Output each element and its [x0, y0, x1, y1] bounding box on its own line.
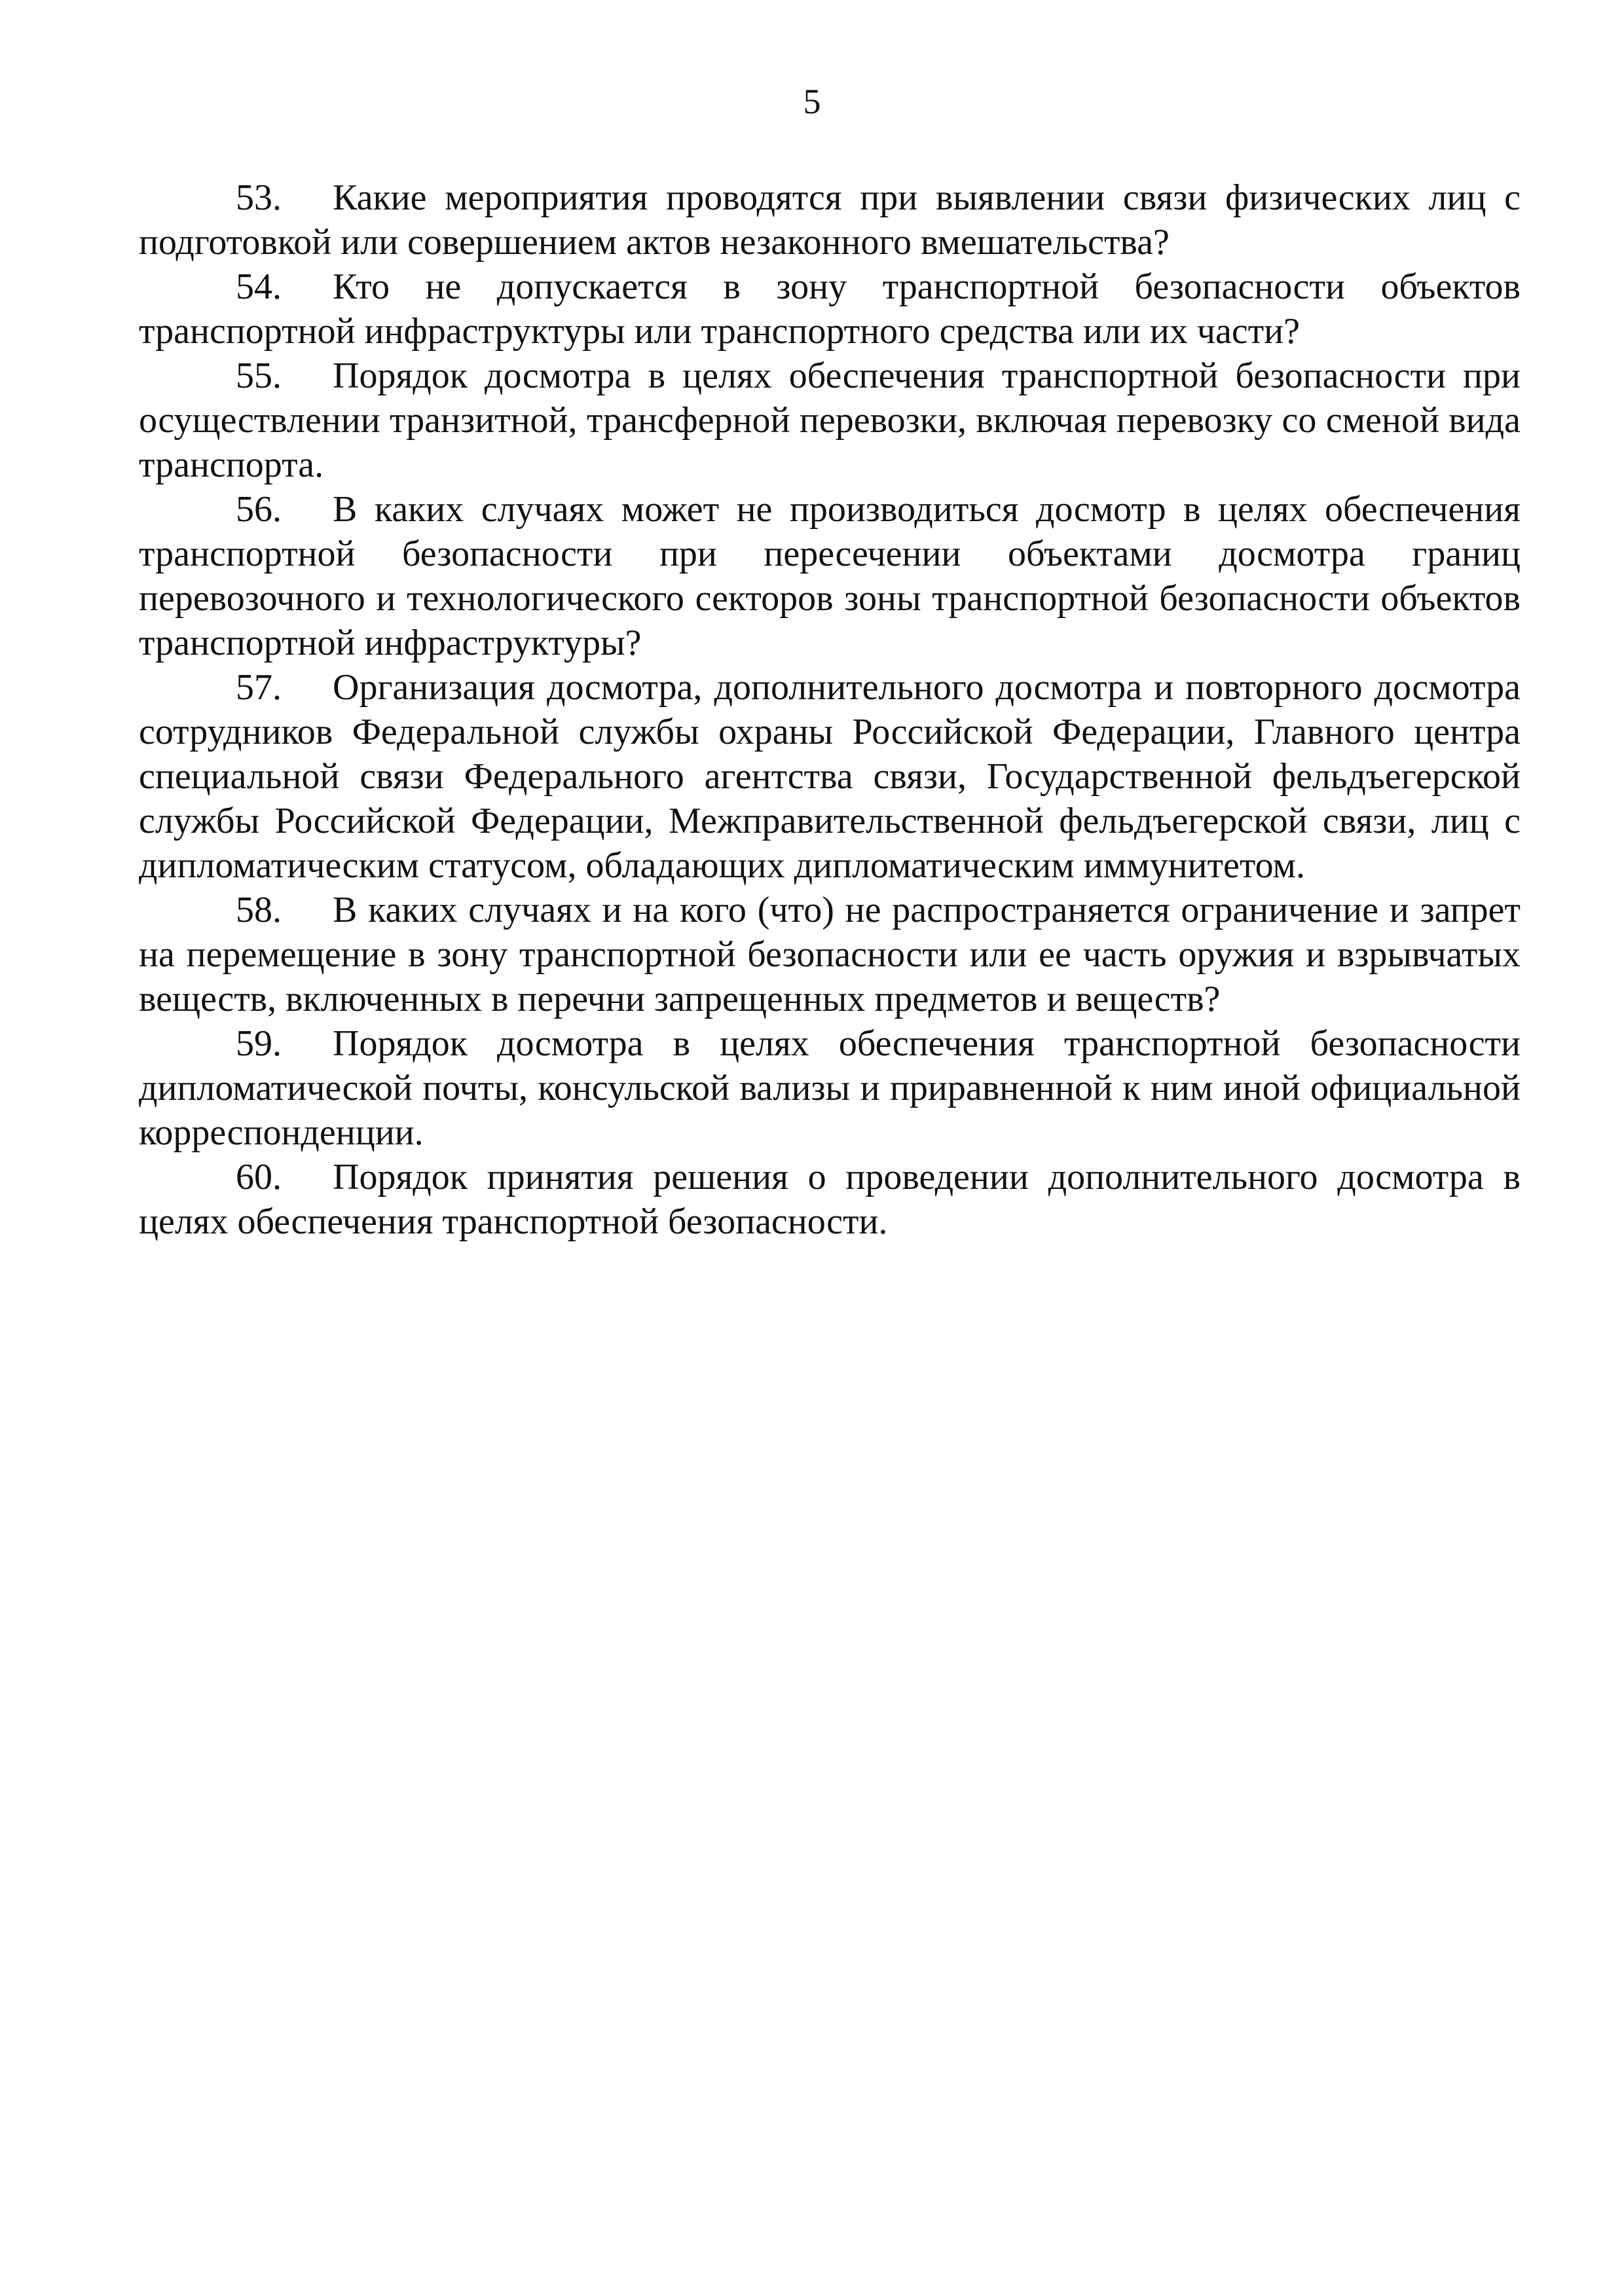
item-text: Порядок принятия решения о проведении дополнительного досмотра в целях обеспечения транспортной безопасности.: [139, 1157, 1521, 1242]
item-number: 54.: [236, 266, 282, 307]
item-number: 59.: [236, 1023, 282, 1064]
question-list: [139, 175, 1521, 1244]
list-item: [139, 888, 1521, 1021]
list-item: [139, 1155, 1521, 1244]
page-number: 5: [803, 82, 821, 121]
item-number: 58.: [236, 890, 282, 930]
list-item: [139, 354, 1521, 487]
item-text: Организация досмотра, дополнительного досмотра и повторного досмотра сотрудников Федеральной службы охраны Российской Федерации, Главного центра специальной связи Федерального агентства связи, Государственной фельдъегерской службы Российской Федерации, Межправительственной фельдъегерской связи, лиц с дипломатическим статусом, обладающих дипломатическим иммунитетом.: [139, 667, 1521, 886]
item-text: Кто не допускается в зону транспортной безопасности объектов транспортной инфраструктуры или транспортного средства или их части?: [139, 266, 1521, 352]
item-number: 60.: [236, 1157, 282, 1197]
list-item: [139, 264, 1521, 354]
item-number: 53.: [236, 177, 282, 218]
item-number: 56.: [236, 489, 282, 530]
item-number: 57.: [236, 667, 282, 708]
item-text: Какие мероприятия проводятся при выявлении связи физических лиц с подготовкой или совершением актов незаконного вмешательства?: [139, 177, 1521, 263]
item-text: В каких случаях и на кого (что) не распространяется ограничение и запрет на перемещение в зону транспортной безопасности или ее часть оружия и взрывчатых веществ, включенных в перечни запрещенных предметов и веществ?: [139, 890, 1521, 1019]
list-item: [139, 175, 1521, 264]
item-text: В каких случаях может не производиться досмотр в целях обеспечения транспортной безопасности при пересечении объектами досмотра границ перевозочного и технологического секторов зоны транспортной безопасности объектов транспортной инфраструктуры?: [139, 489, 1521, 663]
item-number: 55.: [236, 355, 282, 396]
list-item: [139, 487, 1521, 665]
list-item: [139, 1021, 1521, 1155]
item-text: Порядок досмотра в целях обеспечения транспортной безопасности при осуществлении транзитной, трансферной перевозки, включая перевозку со сменой вида транспорта.: [139, 355, 1521, 485]
item-text: Порядок досмотра в целях обеспечения транспортной безопасности дипломатической почты, консульской вализы и приравненной к ним иной официальной корреспонденции.: [139, 1023, 1521, 1153]
list-item: [139, 665, 1521, 888]
